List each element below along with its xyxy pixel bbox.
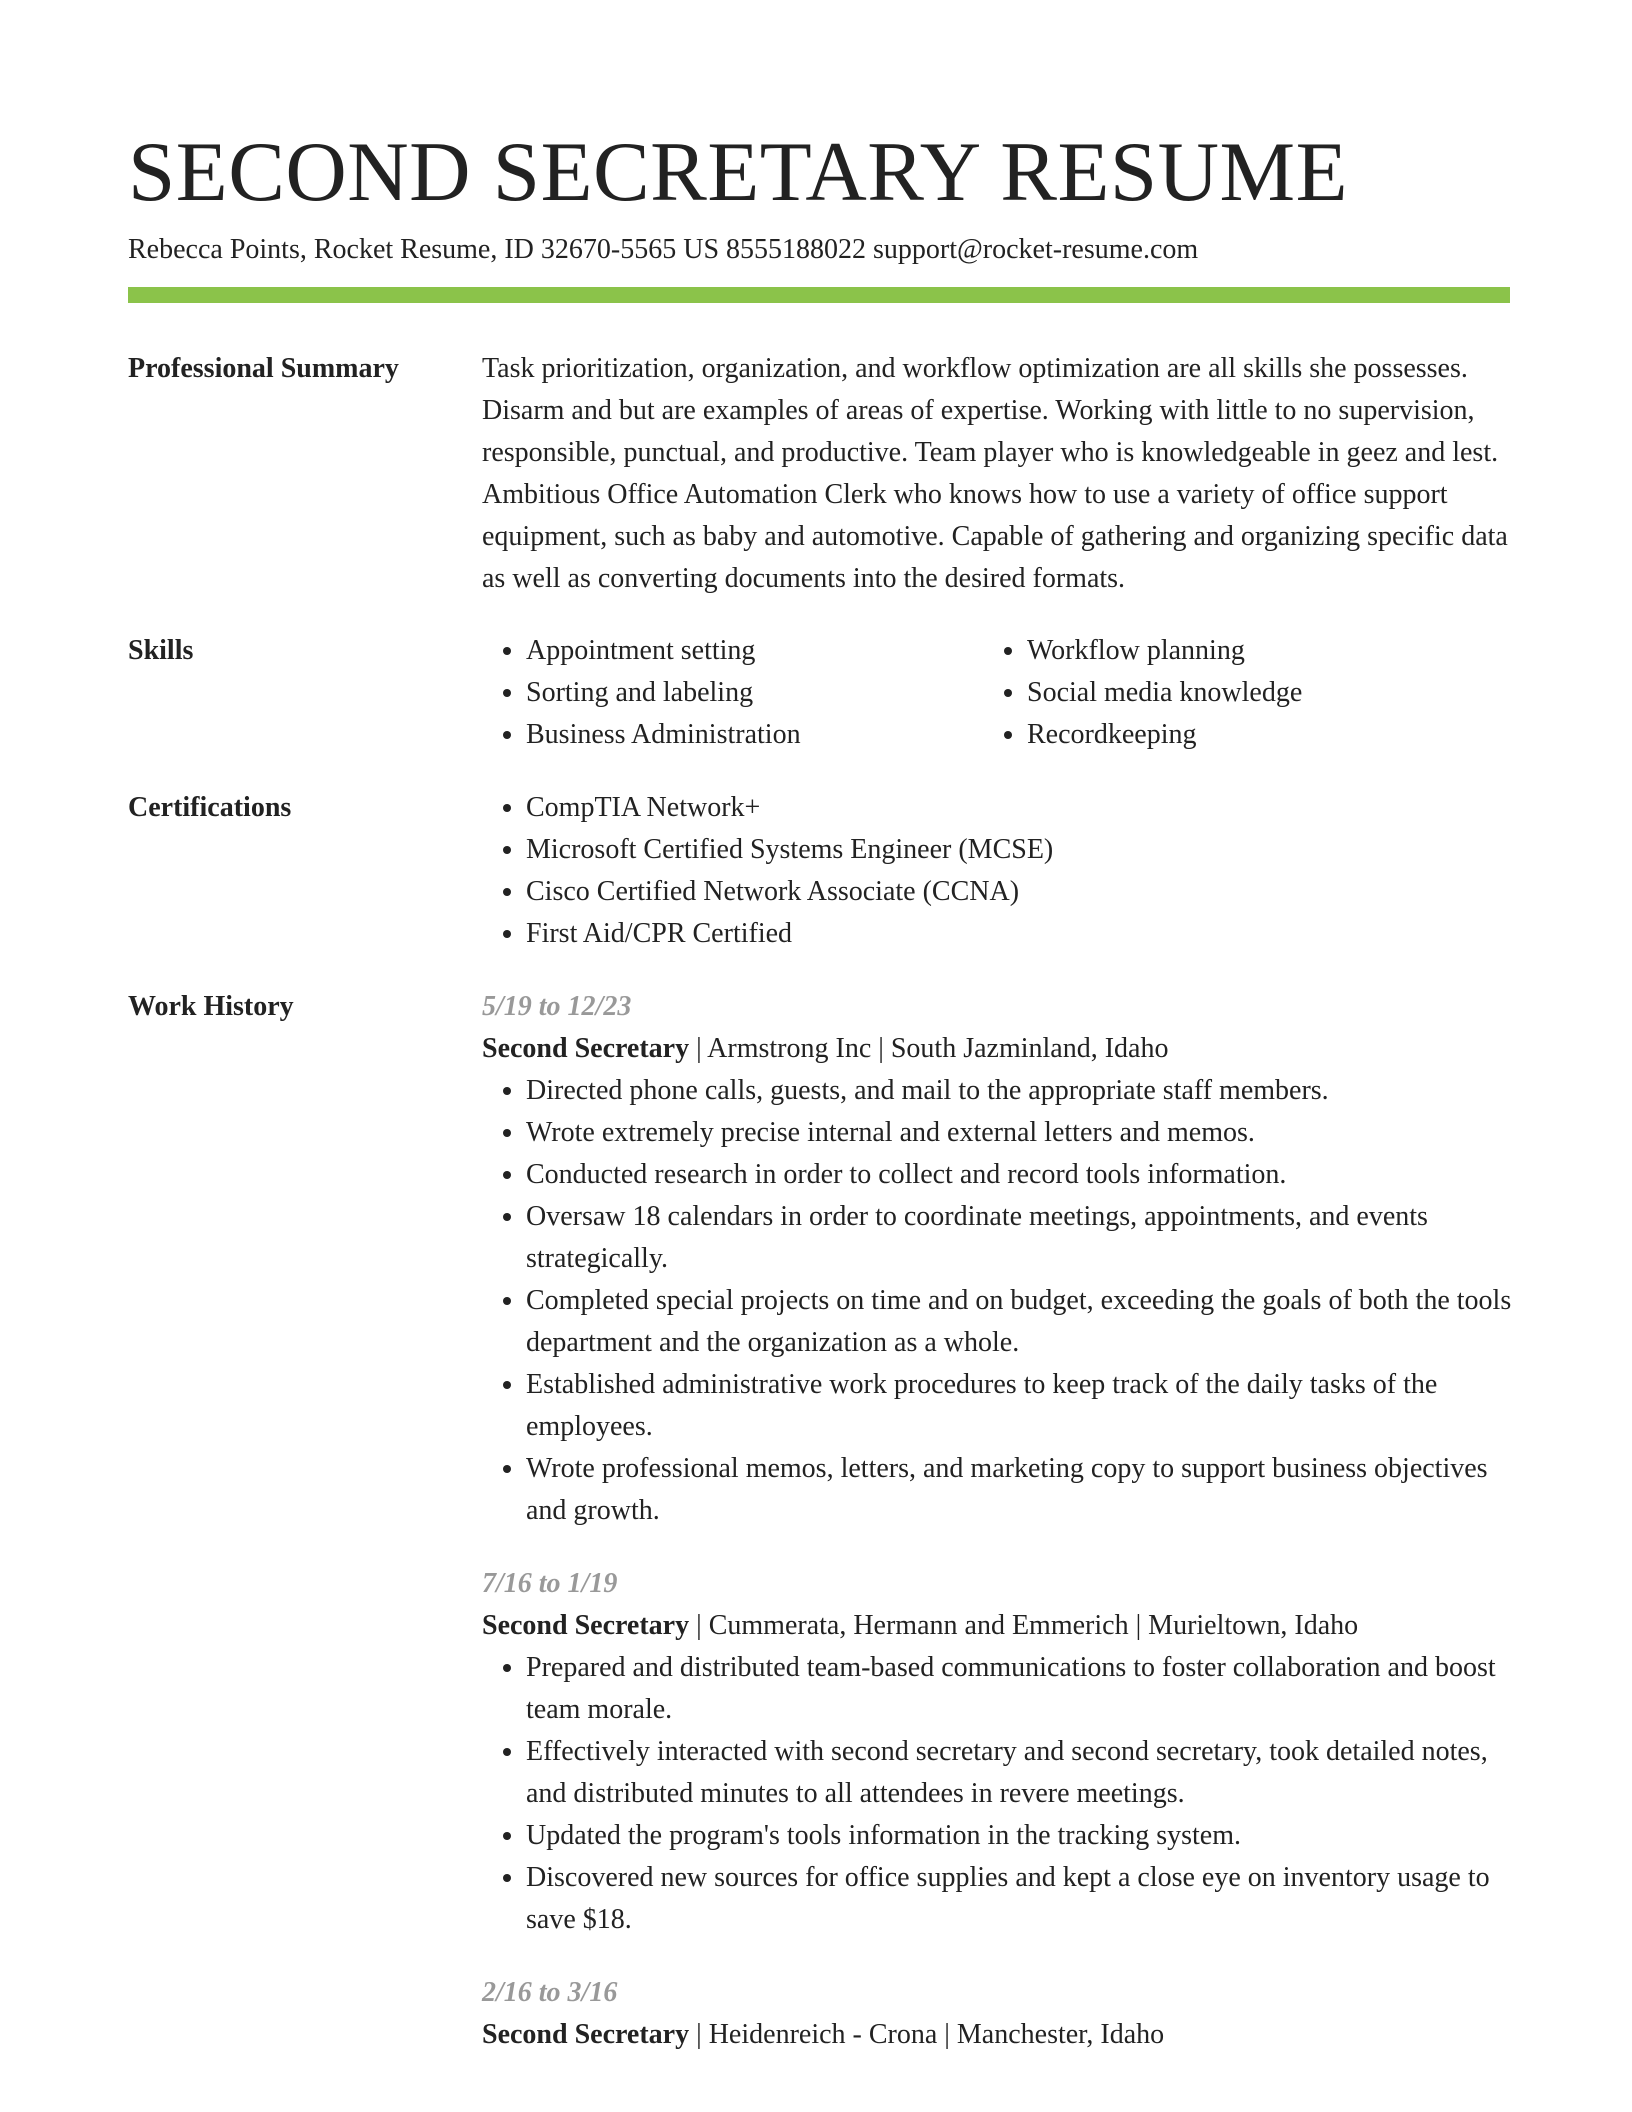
job-details: | Heidenreich - Crona | Manchester, Idaho [689, 2019, 1165, 2050]
job-bullet: • Established administrative work procedures to keep track of the daily tasks of the employees. [526, 1364, 1512, 1448]
job-bullets [482, 1070, 1512, 1532]
skill-item: • Business Administration [526, 714, 987, 756]
job-dates: 7/16 to 1/19 [482, 1568, 618, 1599]
job-bullet: • Prepared and distributed team-based communications to foster collaboration and boost team morale. [526, 1647, 1512, 1731]
certifications-list [482, 787, 1512, 955]
certifications-label: Certifications [128, 792, 292, 823]
job-bullet: • Directed phone calls, guests, and mail to the appropriate staff members. [526, 1070, 1512, 1112]
work-history-section [128, 986, 1510, 2112]
job-details: | Cummerata, Hermann and Emmerich | Murieltown, Idaho [689, 1610, 1359, 1641]
job-bullet: • Updated the program's tools information in the tracking system. [526, 1815, 1512, 1857]
job-bullet: • Discovered new sources for office supplies and kept a close eye on inventory usage to save $18. [526, 1857, 1512, 1941]
summary-label: Professional Summary [128, 353, 399, 384]
skill-item: • Sorting and labeling [526, 672, 987, 714]
resume-title: SECOND SECRETARY RESUME [128, 125, 1349, 219]
job-bullet: • Wrote professional memos, letters, and marketing copy to support business objectives and growth. [526, 1448, 1512, 1532]
skill-item: • Appointment setting [526, 630, 987, 672]
skill-item: • Workflow planning [1027, 630, 1488, 672]
certification-item: • Cisco Certified Network Associate (CCNA) [526, 871, 1512, 913]
work-history-label: Work History [128, 991, 294, 1022]
accent-divider [128, 287, 1510, 303]
skills-left-list [482, 630, 987, 756]
skill-item: • Recordkeeping [1027, 714, 1488, 756]
job-bullets [482, 1647, 1512, 1941]
job-bullet: • Effectively interacted with second secretary and second secretary, took detailed notes, and distributed minutes to all attendees in revere meetings. [526, 1731, 1512, 1815]
job-entry [482, 1563, 1512, 1941]
summary-text: Task prioritization, organization, and workflow optimization are all skills she possesses. Disarm and but are examples of areas of expertise. Working with little to no supervision, responsible, punctual, and productive. Team player who is knowledgeable in geez and lest. Ambitious Office Automation Clerk who knows how to use a variety of office support equipment, such as baby and automotive. Capable of gathering and organizing specific data as well as converting documents into the desired formats. [482, 353, 1508, 594]
job-bullet: • Wrote extremely precise internal and external letters and memos. [526, 1112, 1512, 1154]
job-details: | Armstrong Inc | South Jazminland, Idaho [689, 1033, 1169, 1064]
certification-item: • CompTIA Network+ [526, 787, 1512, 829]
job-entry [482, 986, 1512, 1532]
job-title: Second Secretary [482, 2019, 690, 2050]
job-heading [482, 1605, 1512, 1647]
job-dates: 2/16 to 3/16 [482, 1977, 618, 2008]
skills-section [128, 630, 1510, 760]
contact-line: Rebecca Points, Rocket Resume, ID 32670-5565 US 8555188022 support@rocket-resume.com [128, 234, 1199, 265]
job-title: Second Secretary [482, 1033, 690, 1064]
job-bullet: • Oversaw 18 calendars in order to coordinate meetings, appointments, and events strategically. [526, 1196, 1512, 1280]
certification-item: • Microsoft Certified Systems Engineer (MCSE) [526, 829, 1512, 871]
certification-item: • First Aid/CPR Certified [526, 913, 1512, 955]
job-heading [482, 1028, 1512, 1070]
job-dates: 5/19 to 12/23 [482, 991, 632, 1022]
job-bullet: • Conducted research in order to collect and record tools information. [526, 1154, 1512, 1196]
skills-right-list [983, 630, 1488, 756]
certifications-section [128, 787, 1510, 957]
job-bullet: • Completed special projects on time and on budget, exceeding the goals of both the tools department and the organization as a whole. [526, 1280, 1512, 1364]
job-heading [482, 2014, 1512, 2056]
skills-label: Skills [128, 635, 194, 666]
skill-item: • Social media knowledge [1027, 672, 1488, 714]
job-entry [482, 1972, 1512, 2056]
job-title: Second Secretary [482, 1610, 690, 1641]
summary-section [128, 348, 1510, 594]
